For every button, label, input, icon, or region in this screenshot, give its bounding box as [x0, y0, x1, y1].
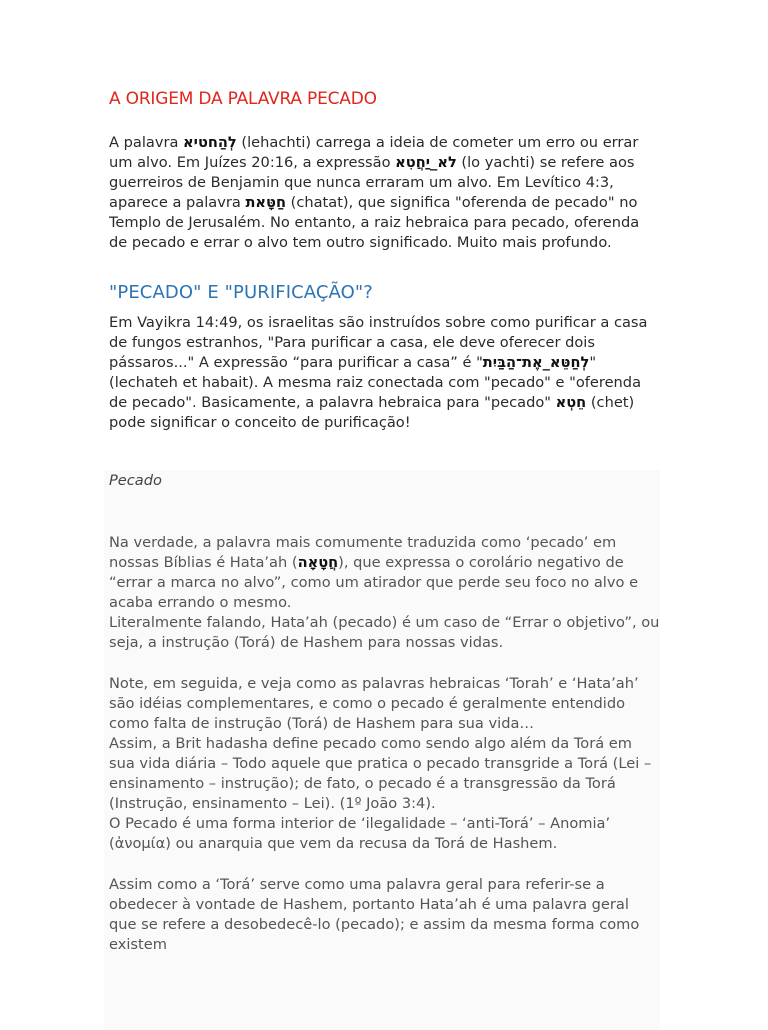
intro-text-3: (lo yachti) se refere aos guerreiros de Benjamin que nunca erraram um alvo. Em Levítico 4:3, aparece a palavra — [109, 154, 635, 211]
quote-text-1: Na verdade, a palavra mais comumente traduzida como ‘pecado’ em nossas Bíblias é Hata’ah ( — [109, 534, 617, 571]
intro-text-1: A palavra — [109, 134, 184, 151]
purification-paragraph — [109, 313, 661, 433]
hebrew-word-chatat: חַטָּאת — [245, 194, 286, 211]
quote-text-2: ), que expressa o corolário negativo de “errar a marca no alvo”, como um atirador que perde seu foco no alvo e acaba errando o mesmo. — [109, 554, 639, 611]
purification-text-2: " (lechateh et habait). A mesma raiz conectada com "pecado" e "oferenda de pecado". Basicamente, a palavra hebraica para "pecado" — [109, 354, 642, 411]
section-heading: "PECADO" E "PURIFICAÇÃO"? — [109, 282, 373, 303]
quote-line-2: Assim, a Brit hadasha define pecado como sendo algo além da Torá em sua vida diária – Todo aquele que pratica o pecado transgride a Torá (Lei – ensinamento – instrução); de fato, o pecado é a transgressão da Torá (Instrução, ensinamento – Lei). (1º João 3:4). — [109, 735, 652, 812]
quote-paragraph-2 — [109, 674, 661, 854]
quote-paragraph-3: Assim como a ‘Torá’ serve como uma palavra geral para referir-se a obedecer à vontade de Hashem, portanto Hata’ah é uma palavra geral que se refere a desobedecê-lo (pecado); e assim da mesma forma como existem — [109, 876, 640, 953]
hebrew-word-hataah: חֲטָאָה — [297, 554, 339, 571]
purification-text-3: (chet) pode significar o conceito de purificação! — [109, 394, 635, 431]
hebrew-word-lehachti: לְהַחטיא — [183, 134, 237, 151]
purification-text-1: Em Vayikra 14:49, os israelitas são instruídos sobre como purificar a casa de fungos estranhos, "Para purificar a casa, ele deve oferecer dois pássaros..." A expressão “para purificar a casa” é " — [109, 314, 648, 371]
quote-label: Pecado — [109, 472, 162, 489]
quote-line-1: Note, em seguida, e veja como as palavras hebraicas ‘Torah’ e ‘Hata’ah’ são idéias complementares, e como o pecado é geralmente entendido como falta de instrução (Torá) de Hashem para sua vida… — [109, 675, 639, 732]
intro-paragraph — [109, 133, 661, 253]
intro-text-2: (lehachti) carrega a ideia de cometer um erro ou errar um alvo. Em Juízes 20:16, a expressão — [109, 134, 639, 171]
hebrew-word-chet: חֵטְא — [555, 394, 587, 411]
hebrew-phrase-lechateh: לְחַטֵּא_אֶת־הַבַּיִת — [482, 354, 590, 371]
quote-paragraph-1 — [109, 533, 661, 653]
intro-text-4: (chatat), que significa "oferenda de pecado" no Templo de Jerusalém. No entanto, a raiz hebraica para pecado, oferenda de pecado e errar o alvo tem outro significado. Muito mais profundo. — [109, 194, 640, 251]
hebrew-word-lo-yachti: לא_יַחֲטִא — [395, 154, 457, 171]
quote-text-3: Literalmente falando, Hata’ah (pecado) é um caso de “Errar o objetivo”, ou seja, a instrução (Torá) de Hashem para nossas vidas. — [109, 614, 660, 651]
quote-line-3: O Pecado é uma forma interior de ‘ilegalidade – ‘anti-Torá’ – Anomia’ (ἀνομία) ou anarquia que vem da recusa da Torá de Hashem. — [109, 815, 611, 852]
page-title: A ORIGEM DA PALAVRA PECADO — [109, 89, 377, 109]
